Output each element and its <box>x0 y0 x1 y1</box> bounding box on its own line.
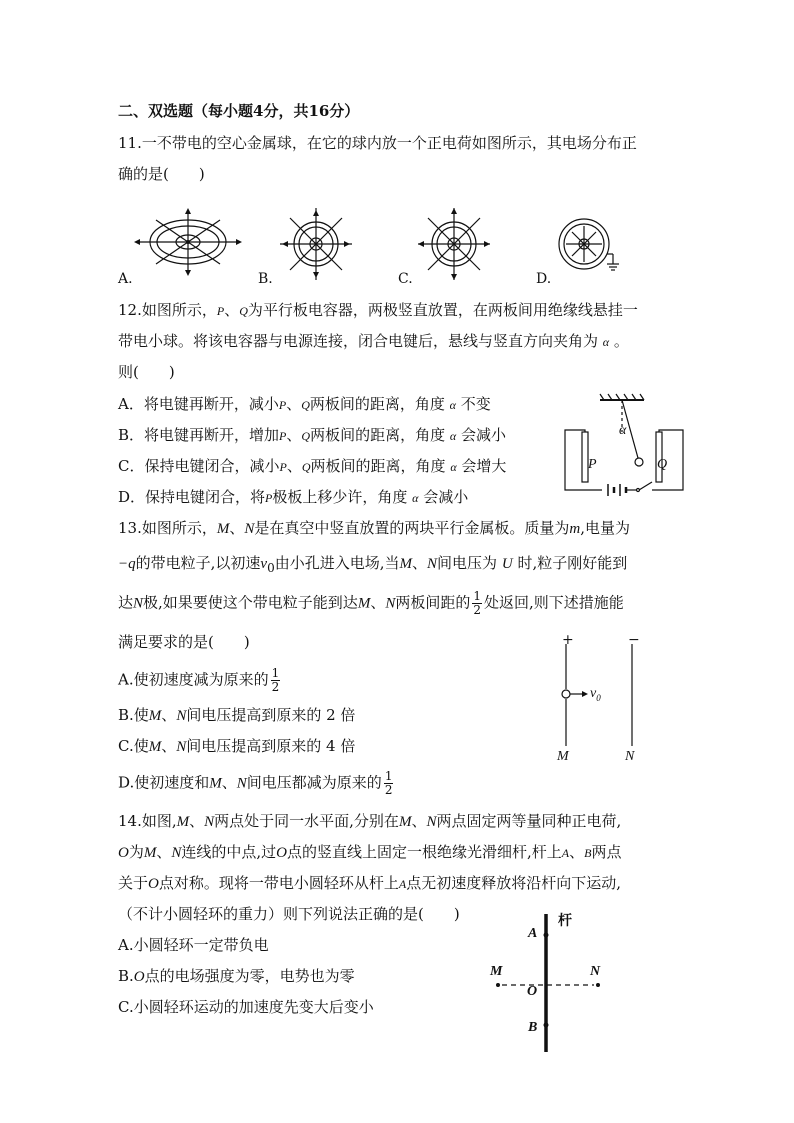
q12-option-b: B．将电键再断开，增加P、Q两板间的距离，角度 α 会减小 <box>118 426 506 444</box>
q13-stem-line4: 满足要求的是( ) <box>118 633 250 651</box>
q14-option-a: A.小圆轻环一定带负电 <box>118 936 269 954</box>
q11-figure-c <box>418 208 490 280</box>
q14-option-c: C.小圆轻环运动的加速度先变大后变小 <box>118 998 374 1016</box>
q11-label-b: B. <box>258 271 273 287</box>
q14-fig-label-m: M <box>490 964 503 979</box>
q11-stem-line2: 确的是( ) <box>118 165 205 183</box>
q13-option-c: C.使M、N间电压提高到原来的 4 倍 <box>118 737 356 755</box>
q13-fig-v0: $v_0$ <box>590 686 601 703</box>
section-heading: 二、双选题（每小题4分，共16分） <box>118 102 360 120</box>
q12-fig-label-alpha: α <box>619 423 627 438</box>
q11-label-a: A. <box>118 271 133 287</box>
q11-stem-line1: 11.一不带电的空心金属球，在它的球内放一个正电荷如图所示，其电场分布正 <box>118 134 637 152</box>
q12-option-d: D．保持电键闭合，将P极板上移少许，角度 α 会减小 <box>118 488 469 506</box>
q14-rod-figure <box>486 910 616 1055</box>
q13-stem-line1: 13.如图所示，M、N是在真空中竖直放置的两块平行金属板。质量为m,电量为 <box>118 519 631 537</box>
q11-label-d: D. <box>536 271 552 287</box>
q13-plates-figure <box>556 632 646 752</box>
q11-label-c: C. <box>398 271 413 287</box>
q11-figure-b <box>280 208 352 280</box>
q13-fig-minus: − <box>628 632 640 648</box>
q12-option-a: A．将电键再断开，减小P、Q两板间的距离，角度 α 不变 <box>118 395 491 413</box>
q14-stem-line3: 关于O点对称。现将一带电小圆轻环从杆上A点无初速度释放将沿杆向下运动, <box>118 874 621 892</box>
q14-fig-label-o: O <box>527 984 538 999</box>
q12-stem-line2: 带电小球。将该电容器与电源连接，闭合电键后，悬线与竖直方向夹角为 α 。 <box>118 332 629 350</box>
q12-fig-label-p: P <box>588 457 597 472</box>
q14-stem-line1: 14.如图,M、N两点处于同一水平面,分别在M、N两点固定两等量同种正电荷, <box>118 812 622 830</box>
q13-fig-label-n: N <box>625 749 635 764</box>
q13-option-b: B.使M、N间电压提高到原来的 2 倍 <box>118 706 356 724</box>
q12-fig-label-q: Q <box>657 457 668 472</box>
q14-fig-label-b: B <box>528 1020 538 1035</box>
q13-option-d: D.使初速度和M、N间电压都减为原来的 $\frac{1}{2}$ <box>118 769 393 797</box>
q12-stem-line1: 12.如图所示，P、Q为平行板电容器，两极竖直放置，在两板间用绝缘线悬挂一 <box>118 301 638 319</box>
q12-option-c: C．保持电键闭合，减小P、Q两板间的距离，角度 α 会增大 <box>118 457 507 475</box>
q12-stem-line3: 则( ) <box>118 363 175 381</box>
q14-fig-label-n: N <box>590 964 601 979</box>
q11-figure-a <box>134 208 244 280</box>
q13-fig-plus: + <box>562 632 574 648</box>
q13-stem-line3: 达N极,如果要使这个带电粒子能到达M、N两板间距的 $\frac{1}{2}$ 处返回,则下述措施能 <box>118 589 624 617</box>
q14-stem-line4: （不计小圆轻环的重力）则下列说法正确的是( ) <box>118 905 460 923</box>
q14-stem-line2: O为M、N连线的中点,过O点的竖直线上固定一根绝缘光滑细杆,杆上A、B两点 <box>118 843 622 861</box>
q13-stem-line2: −q的带电粒子,以初速$v_0$由小孔进入电场,当M、N间电压为 U 时,粒子刚好能到 <box>118 554 628 575</box>
q11-figure-d <box>556 216 622 274</box>
q14-option-b: B.O点的电场强度为零，电势也为零 <box>118 967 355 985</box>
q13-option-a: A.使初速度减为原来的 $\frac{1}{2}$ <box>118 666 280 694</box>
q13-fig-label-m: M <box>557 749 569 764</box>
q14-fig-label-a: A <box>528 926 538 941</box>
q12-capacitor-figure <box>562 392 686 496</box>
q14-fig-rod-label: 杆 <box>558 913 572 929</box>
